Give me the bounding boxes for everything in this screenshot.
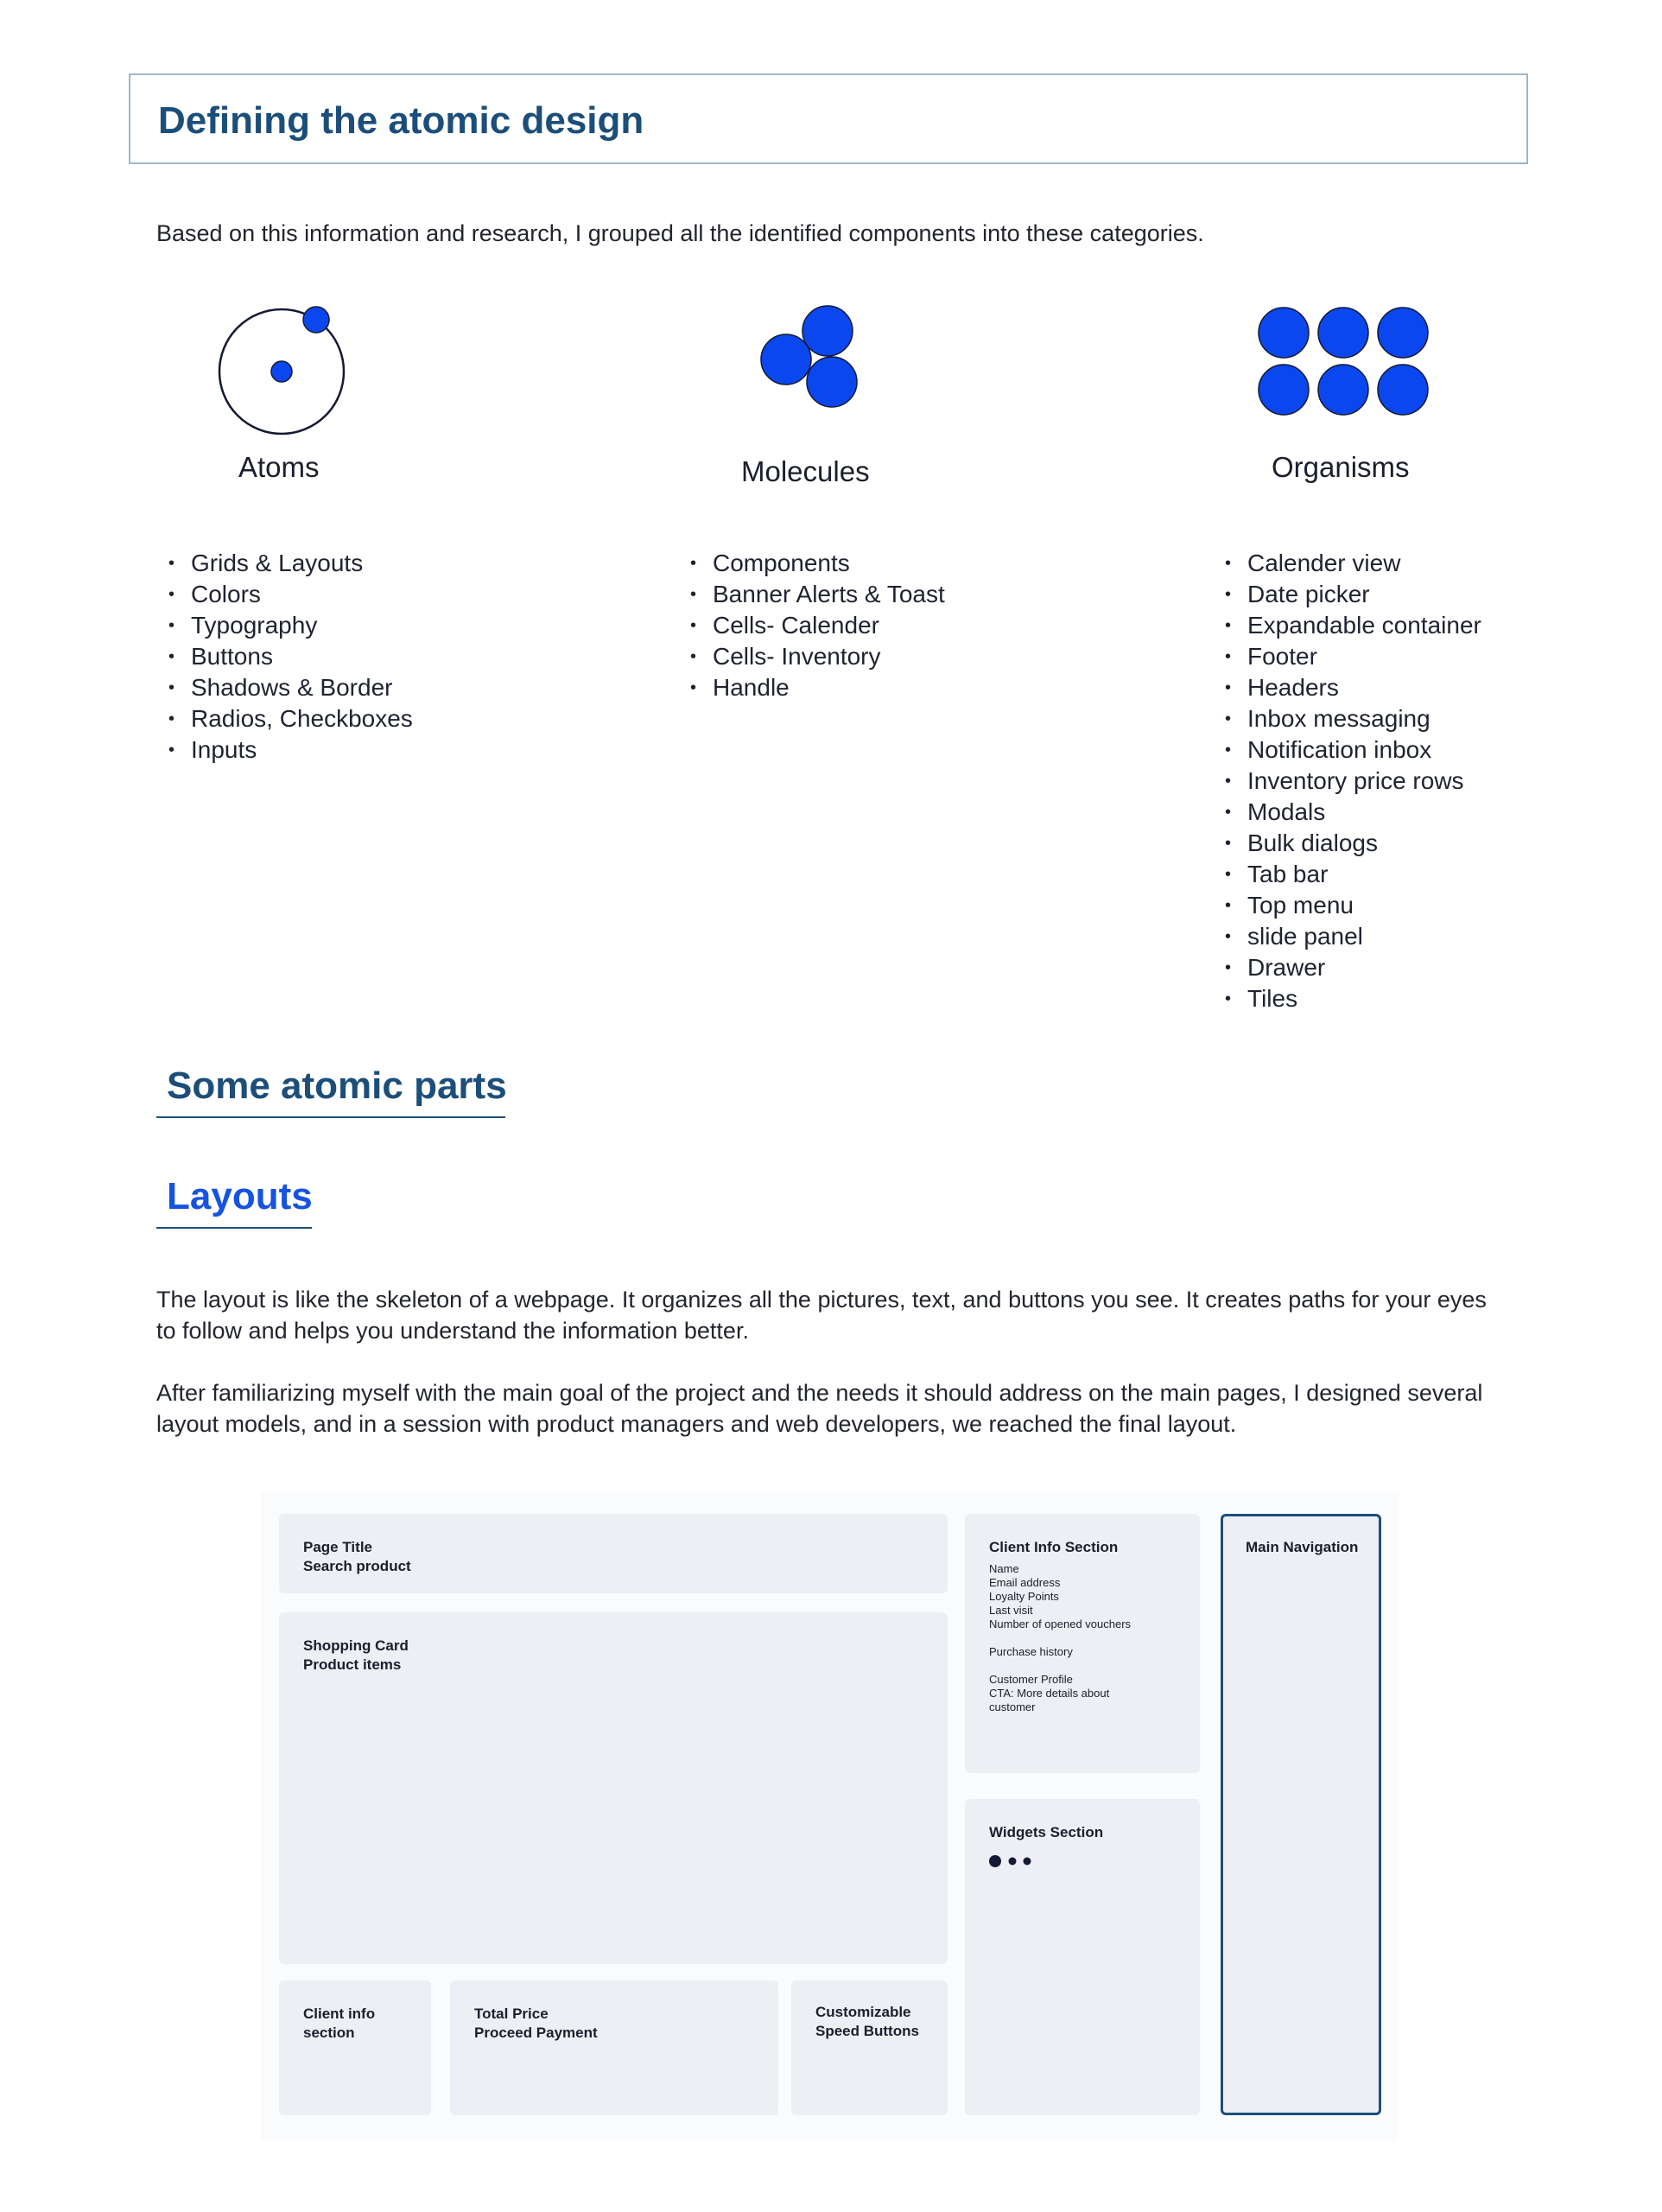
list-item: • Components	[678, 548, 945, 579]
list-item: • Tiles	[1213, 983, 1481, 1014]
wf-detail-spacer	[989, 1631, 1131, 1645]
list-item: • Calender view	[1213, 548, 1481, 579]
list-item: • Colors	[156, 579, 413, 610]
category-label-atoms: Atoms	[238, 451, 320, 483]
list-item: • Modals	[1213, 797, 1481, 828]
wf-label: Page Title	[303, 1539, 372, 1555]
wf-label: Proceed Payment	[474, 2024, 598, 2041]
list-item: • Typography	[156, 610, 413, 641]
wf-label: Client info	[303, 2005, 376, 2022]
widgets-section	[965, 1799, 1200, 2115]
list-item: • Inventory price rows	[1213, 766, 1481, 797]
list-item: • Footer	[1213, 641, 1481, 672]
list-item: • Tab bar	[1213, 859, 1481, 890]
wf-label: section	[303, 2024, 355, 2041]
wf-label: Main Navigation	[1246, 1539, 1359, 1555]
wf-label: Product items	[303, 1656, 402, 1673]
wf-detail: Last visit	[989, 1604, 1033, 1617]
speed-buttons-section	[791, 1980, 948, 2115]
list-item: • Cells- Calender	[678, 610, 945, 641]
pagination-dots-icon	[988, 1853, 1040, 1870]
wf-label: Customizable	[815, 2004, 911, 2020]
wf-label: Total Price	[474, 2005, 549, 2022]
list-item: • Handle	[678, 672, 945, 703]
atoms-list	[156, 548, 413, 766]
intro-text: Based on this information and research, I grouped all the identified components into these categories.	[156, 220, 1204, 246]
list-item: • Date picker	[1213, 579, 1481, 610]
list-item: • Radios, Checkboxes	[156, 703, 413, 734]
paragraph: After familiarizing myself with the main goal of the project and the needs it should address on the main pages, I designed several layout models, and in a session with product managers and web developers, we reached the final layout.	[156, 1380, 1483, 1437]
wf-detail: Loyalty Points	[989, 1590, 1059, 1603]
list-item: • Drawer	[1213, 952, 1481, 983]
title-box	[129, 73, 1528, 164]
wf-label: Widgets Section	[989, 1824, 1104, 1840]
list-item: • Buttons	[156, 641, 413, 672]
wf-detail: Email address	[989, 1576, 1061, 1589]
layouts-heading-underline	[156, 1227, 312, 1229]
list-item: • Bulk dialogs	[1213, 828, 1481, 859]
list-item: • Top menu	[1213, 890, 1481, 921]
wf-detail: customer	[989, 1700, 1036, 1713]
molecules-list	[678, 548, 945, 703]
section-heading-underline	[156, 1116, 505, 1118]
main-navigation-section	[1221, 1514, 1381, 2115]
shopping-card-section	[279, 1612, 948, 1964]
list-item: • slide panel	[1213, 921, 1481, 952]
list-item: • Notification inbox	[1213, 734, 1481, 766]
layout-wireframe	[261, 1493, 1398, 2139]
molecule-icon	[757, 304, 860, 411]
wf-label: Client Info Section	[989, 1539, 1119, 1555]
wf-detail: CTA: More details about	[989, 1687, 1110, 1700]
wf-label: Search product	[303, 1558, 411, 1574]
page-title-section	[279, 1514, 948, 1593]
page-title: Defining the atomic design	[158, 99, 644, 142]
layouts-heading: Layouts	[167, 1175, 313, 1217]
list-item: • Cells- Inventory	[678, 641, 945, 672]
list-item: • Grids & Layouts	[156, 548, 413, 579]
wf-detail-spacer	[989, 1659, 1131, 1673]
wf-detail: Number of opened vouchers	[989, 1618, 1132, 1630]
wf-detail: Purchase history	[989, 1645, 1073, 1658]
category-label-molecules: Molecules	[741, 455, 870, 487]
list-item: • Inbox messaging	[1213, 703, 1481, 734]
client-info-small-section	[279, 1980, 431, 2115]
category-label-organisms: Organisms	[1272, 451, 1410, 483]
wf-detail: Name	[989, 1562, 1019, 1575]
section-heading: Some atomic parts	[167, 1065, 507, 1107]
list-item: • Inputs	[156, 734, 413, 766]
list-item: • Banner Alerts & Toast	[678, 579, 945, 610]
list-item: • Shadows & Border	[156, 672, 413, 703]
organism-icon	[1256, 304, 1432, 418]
wf-label: Shopping Card	[303, 1637, 409, 1654]
client-info-section	[965, 1514, 1200, 1773]
total-price-section	[450, 1980, 778, 2115]
paragraph: The layout is like the skeleton of a webpage. It organizes all the pictures, text, and buttons you see. It creates paths for your eyes to follow and helps you understand the information better.	[156, 1287, 1487, 1344]
list-item: • Headers	[1213, 672, 1481, 703]
organisms-list	[1213, 548, 1481, 1014]
list-item: • Expandable container	[1213, 610, 1481, 641]
atom-icon	[213, 301, 351, 437]
wf-label: Speed Buttons	[815, 2023, 919, 2039]
wf-detail: Customer Profile	[989, 1673, 1073, 1686]
